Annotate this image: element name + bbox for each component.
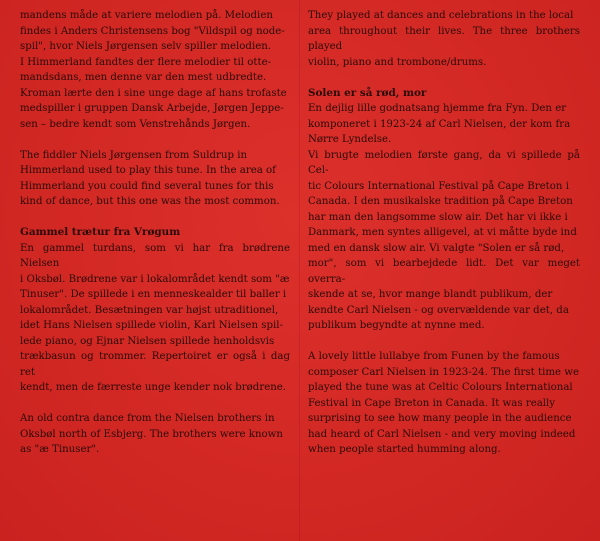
paragraph-english-contra-dance: An old contra dance from the Nielsen brothers in Oksbøl north of Esbjerg. The brothers were known as "æ Tinuser". [20, 413, 283, 455]
paragraph-english-brothers: They played at dances and celebrations in the local area throughout their lives. The three brothers played violin, piano and trombone/drums. [308, 10, 580, 68]
heading-gammel-traetur: Gammel trætur fra Vrøgum [20, 226, 181, 238]
heading-solen-er-saa-roed: Solen er så rød, mor [308, 86, 427, 99]
paragraph-danish-slow-air: Vi brugte melodien første gang, da vi spillede på Cel- tic Colours International Festival på Cape Breton i Canada. I den musikalske tradition på Cape Breton har man den langsomme slow air. Det har vi ikke i Danmark, men syntes alligevel, at vi måtte byde ind med en dansk slow air. Vi valgte "Solen er så rød, mor", som vi bearbejdede lidt. Det var meget overra- skende at se, hvor mange blandt publikum, der kendte Carl Nielsen - og overvældende var det, da publikum begyndte at nynne med. [308, 149, 580, 331]
right-column [308, 8, 580, 458]
paragraph-danish-godnatsang: En dejlig lille godnatsang hjemme fra Fyn. Den er komponeret i 1923-24 af Carl Nielsen, der kom fra Nørre Lyndelse. [308, 103, 571, 145]
left-column [20, 8, 290, 458]
paragraph-english-lullabye: A lovely little lullabye from Funen by the famous composer Carl Nielsen in 1923-24. The first time we played the tune was at Celtic Colours International Festival in Cape Breton in Canada. It was really surprising to see how many people in the audience had heard of Carl Nielsen - and very moving indeed when people started humming along. [308, 351, 580, 455]
paragraph-danish-otte-mandsdans: mandens måde at variere melodien på. Melodien findes i Anders Christensens bog "Vildspil og node- spil", hvor Niels Jørgensen selv spiller melodien. I Himmerland fandtes der flere melodier til otte- mandsdans, men denne var den mest udbredte. Kroman lærte den i sine unge dage af hans trofaste medspiller i gruppen Dansk Arbejde, Jørgen Jeppe- sen – bedre kendt som Venstrehånds Jørgen. [20, 10, 287, 130]
page-fold [299, 0, 300, 541]
paragraph-english-fiddler: The fiddler Niels Jørgensen from Suldrup in Himmerland used to play this tune. In the area of Himmerland you could find several tunes for this kind of dance, but this one was the most common. [20, 149, 280, 207]
paragraph-danish-turdans: En gammel turdans, som vi har fra brødrene Nielsen i Oksbøl. Brødrene var i lokalområdet kendt som "æ Tinuser". De spillede i en menneskealder til baller i lokalområdet. Besætningen var højst utraditionel, idet Hans Nielsen spillede violin, Karl Nielsen spil- lede piano, og Ejnar Nielsen spillede henholdsvis trækbasun og trommer. Repertoiret er også i dag ret kendt, men de færreste unge kender nok brødrene. [20, 242, 290, 393]
